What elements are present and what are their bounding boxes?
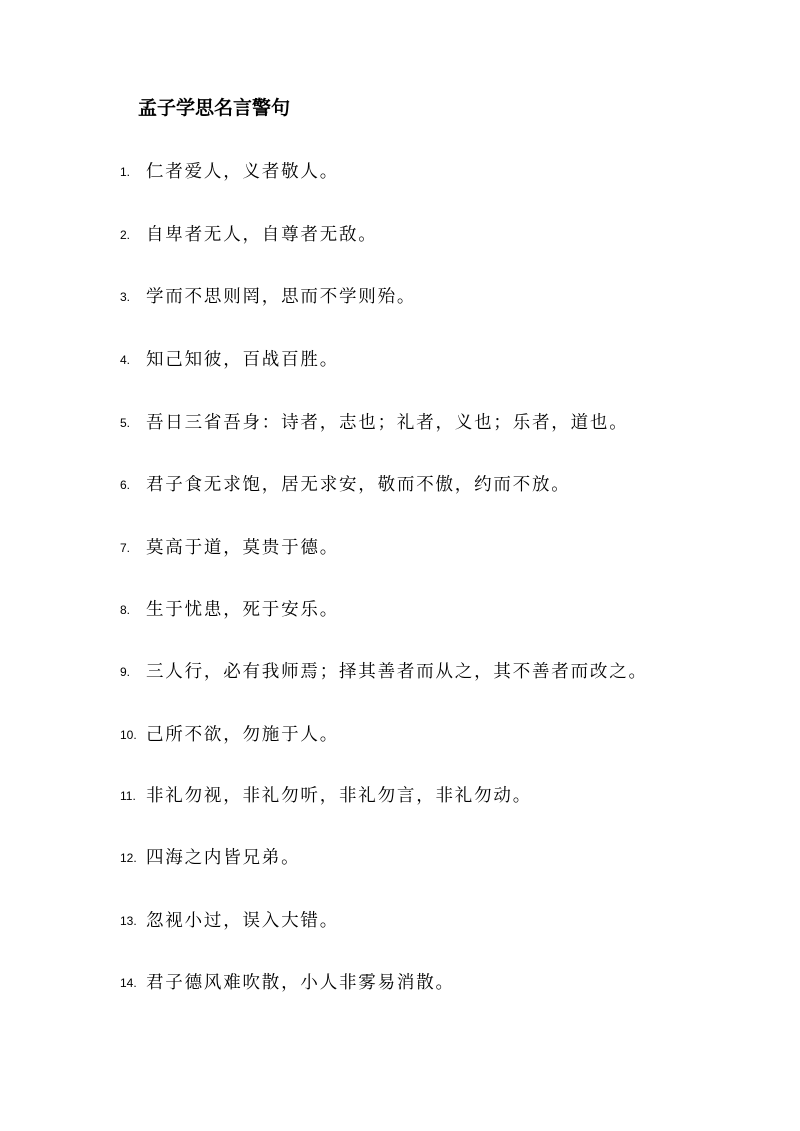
list-item bbox=[120, 595, 339, 625]
list-item bbox=[120, 157, 339, 187]
quote-text: 君子食无求饱，居无求安，敬而不傲，约而不放。 bbox=[146, 475, 571, 495]
quote-text: 己所不欲，勿施于人。 bbox=[146, 725, 339, 745]
list-number: 1. bbox=[120, 165, 131, 179]
list-item bbox=[120, 968, 455, 998]
list-number: 8. bbox=[120, 603, 131, 617]
quote-text: 知己知彼，百战百胜。 bbox=[146, 350, 339, 370]
quote-text: 三人行，必有我师焉；择其善者而从之，其不善者而改之。 bbox=[146, 662, 648, 682]
quote-text: 自卑者无人，自尊者无敌。 bbox=[146, 225, 378, 245]
list-number: 11. bbox=[120, 789, 136, 803]
quote-text: 莫高于道，莫贵于德。 bbox=[146, 538, 339, 558]
list-item bbox=[120, 282, 416, 312]
list-number: 10. bbox=[120, 728, 137, 742]
list-item bbox=[120, 470, 571, 500]
list-item bbox=[120, 720, 339, 750]
quote-text: 非礼勿视，非礼勿听，非礼勿言，非礼勿动。 bbox=[146, 786, 532, 806]
list-item bbox=[120, 781, 532, 811]
list-item bbox=[120, 657, 648, 687]
quote-text: 君子德风难吹散，小人非雾易消散。 bbox=[146, 973, 455, 993]
quote-text: 四海之内皆兄弟。 bbox=[146, 848, 301, 868]
list-item bbox=[120, 220, 378, 250]
quote-text: 生于忧患，死于安乐。 bbox=[146, 600, 339, 620]
list-item bbox=[120, 843, 300, 873]
list-number: 7. bbox=[120, 541, 131, 555]
list-number: 2. bbox=[120, 228, 131, 242]
list-number: 14. bbox=[120, 976, 137, 990]
quote-text: 忽视小过，误入大错。 bbox=[146, 911, 339, 931]
list-item bbox=[120, 408, 629, 438]
page-title: 孟子学思名言警句 bbox=[138, 97, 291, 119]
list-number: 6. bbox=[120, 478, 131, 492]
list-number: 9. bbox=[120, 665, 131, 679]
quote-text: 仁者爱人，义者敬人。 bbox=[146, 162, 339, 182]
quote-text: 学而不思则罔，思而不学则殆。 bbox=[146, 287, 417, 307]
list-item bbox=[120, 345, 339, 375]
list-item bbox=[120, 533, 339, 563]
list-number: 3. bbox=[120, 290, 131, 304]
list-number: 13. bbox=[120, 914, 137, 928]
list-number: 4. bbox=[120, 353, 131, 367]
list-item bbox=[120, 906, 339, 936]
list-number: 5. bbox=[120, 416, 131, 430]
list-number: 12. bbox=[120, 851, 137, 865]
quote-text: 吾日三省吾身：诗者，志也；礼者，义也；乐者，道也。 bbox=[146, 413, 629, 433]
